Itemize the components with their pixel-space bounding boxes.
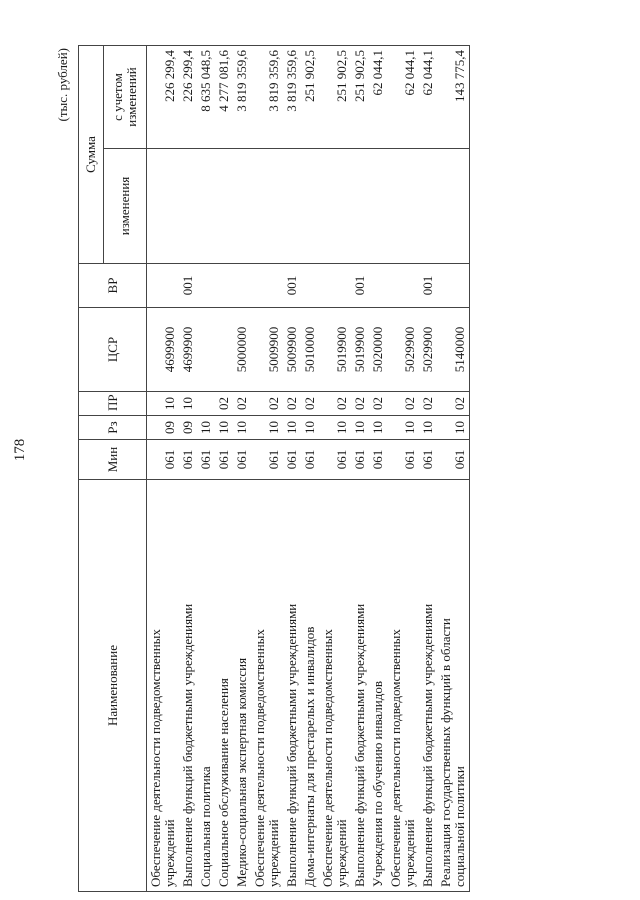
row-pr: 02 [419,392,437,416]
table-row [147,46,180,892]
row-min: 061 [147,440,180,480]
row-vr [387,264,419,308]
row-csr: 4699900 [147,308,180,392]
row-pr: 02 [283,392,301,416]
row-min: 061 [301,440,319,480]
row-change [351,149,369,264]
row-total: 4 277 081,6 [215,46,233,149]
row-min: 061 [251,440,283,480]
row-change [233,149,251,264]
row-pr: 10 [179,392,197,416]
row-name: Обеспечение деятельности подведомственных учреждений [387,480,419,892]
table-row [197,46,215,892]
row-rz: 10 [387,416,419,440]
table-row [437,46,470,892]
row-min: 061 [369,440,387,480]
header-name: Наименование [79,480,147,892]
row-vr: 001 [351,264,369,308]
row-csr: 4699900 [179,308,197,392]
row-total: 251 902,5 [351,46,369,149]
row-change [197,149,215,264]
row-total: 8 635 048,5 [197,46,215,149]
row-rz: 10 [437,416,470,440]
row-name: Учреждения по обучению инвалидов [369,480,387,892]
table-header [79,46,147,892]
row-csr: 5010000 [301,308,319,392]
row-rz: 09 [147,416,180,440]
header-sum: Сумма [79,46,104,264]
row-pr: 02 [369,392,387,416]
row-pr: 02 [387,392,419,416]
row-pr: 02 [437,392,470,416]
table-body [147,46,470,892]
row-csr [215,308,233,392]
row-total: 226 299,4 [179,46,197,149]
row-total: 251 902,5 [319,46,351,149]
row-total: 3 819 359,6 [283,46,301,149]
header-change: изменения [104,149,147,264]
table-row [179,46,197,892]
row-change [251,149,283,264]
row-name: Выполнение функций бюджетными учреждениями [419,480,437,892]
row-rz: 10 [419,416,437,440]
row-vr: 001 [283,264,301,308]
row-csr: 5009900 [251,308,283,392]
row-min: 061 [319,440,351,480]
row-pr [197,392,215,416]
row-total: 226 299,4 [147,46,180,149]
row-rz: 10 [319,416,351,440]
table-row [215,46,233,892]
row-total: 251 902,5 [301,46,319,149]
row-csr: 5029900 [387,308,419,392]
row-vr: 001 [419,264,437,308]
row-name: Выполнение функций бюджетными учреждениями [283,480,301,892]
row-min: 061 [351,440,369,480]
row-name: Социальное обслуживание населения [215,480,233,892]
row-change [179,149,197,264]
row-change [283,149,301,264]
row-vr [147,264,180,308]
header-csr: ЦСР [79,308,147,392]
row-total: 3 819 359,6 [233,46,251,149]
row-name: Медико-социальная экспертная комиссия [233,480,251,892]
row-min: 061 [437,440,470,480]
row-pr: 02 [251,392,283,416]
row-change [387,149,419,264]
row-min: 061 [215,440,233,480]
row-rz: 10 [301,416,319,440]
row-pr: 02 [233,392,251,416]
row-vr [233,264,251,308]
row-name: Выполнение функций бюджетными учреждениями [179,480,197,892]
row-min: 061 [179,440,197,480]
header-min: Мин [79,440,147,480]
row-rz: 10 [251,416,283,440]
row-rz: 10 [233,416,251,440]
page-number: 178 [12,438,28,462]
row-rz: 10 [215,416,233,440]
row-total: 62 044,1 [419,46,437,149]
table-row [251,46,283,892]
row-name: Дома-интернаты для престарелых и инвалидов [301,480,319,892]
row-total: 62 044,1 [387,46,419,149]
row-min: 061 [387,440,419,480]
row-total: 62 044,1 [369,46,387,149]
row-csr: 5029900 [419,308,437,392]
row-csr: 5009900 [283,308,301,392]
table-row [369,46,387,892]
row-min: 061 [197,440,215,480]
row-csr: 5000000 [233,308,251,392]
row-pr: 02 [351,392,369,416]
row-pr: 02 [215,392,233,416]
row-rz: 09 [179,416,197,440]
row-pr: 02 [301,392,319,416]
row-csr: 5140000 [437,308,470,392]
table-row [301,46,319,892]
row-vr [215,264,233,308]
row-name: Социальная политика [197,480,215,892]
table-row [283,46,301,892]
row-vr [197,264,215,308]
header-pr: ПР [79,392,147,416]
row-name: Обеспечение деятельности подведомственных учреждений [319,480,351,892]
row-name: Обеспечение деятельности подведомственных учреждений [147,480,180,892]
table-row [387,46,419,892]
row-vr [251,264,283,308]
row-csr [197,308,215,392]
row-csr: 5019900 [351,308,369,392]
row-rz: 10 [197,416,215,440]
row-pr: 10 [147,392,180,416]
budget-table [78,45,470,892]
row-change [437,149,470,264]
table-row [319,46,351,892]
units-note: (тыс. рублей) [55,48,70,122]
row-change [319,149,351,264]
table-row [233,46,251,892]
row-name: Выполнение функций бюджетными учреждениями [351,480,369,892]
row-csr: 5020000 [369,308,387,392]
row-change [369,149,387,264]
row-total: 3 819 359,6 [251,46,283,149]
row-min: 061 [419,440,437,480]
row-min: 061 [283,440,301,480]
row-total: 143 775,4 [437,46,470,149]
row-change [147,149,180,264]
row-rz: 10 [351,416,369,440]
row-csr: 5019900 [319,308,351,392]
row-name: Обеспечение деятельности подведомственных учреждений [251,480,283,892]
row-vr [301,264,319,308]
header-with-changes: с учетом изменений [104,46,147,149]
header-rz: Рз [79,416,147,440]
table-row [419,46,437,892]
header-vr: ВР [79,264,147,308]
row-change [301,149,319,264]
table-row [351,46,369,892]
row-change [419,149,437,264]
row-vr [437,264,470,308]
row-vr: 001 [179,264,197,308]
row-vr [319,264,351,308]
row-pr: 02 [319,392,351,416]
row-change [215,149,233,264]
row-vr [369,264,387,308]
row-rz: 10 [283,416,301,440]
row-min: 061 [233,440,251,480]
row-name: Реализация государственных функций в области социальной политики [437,480,470,892]
row-rz: 10 [369,416,387,440]
